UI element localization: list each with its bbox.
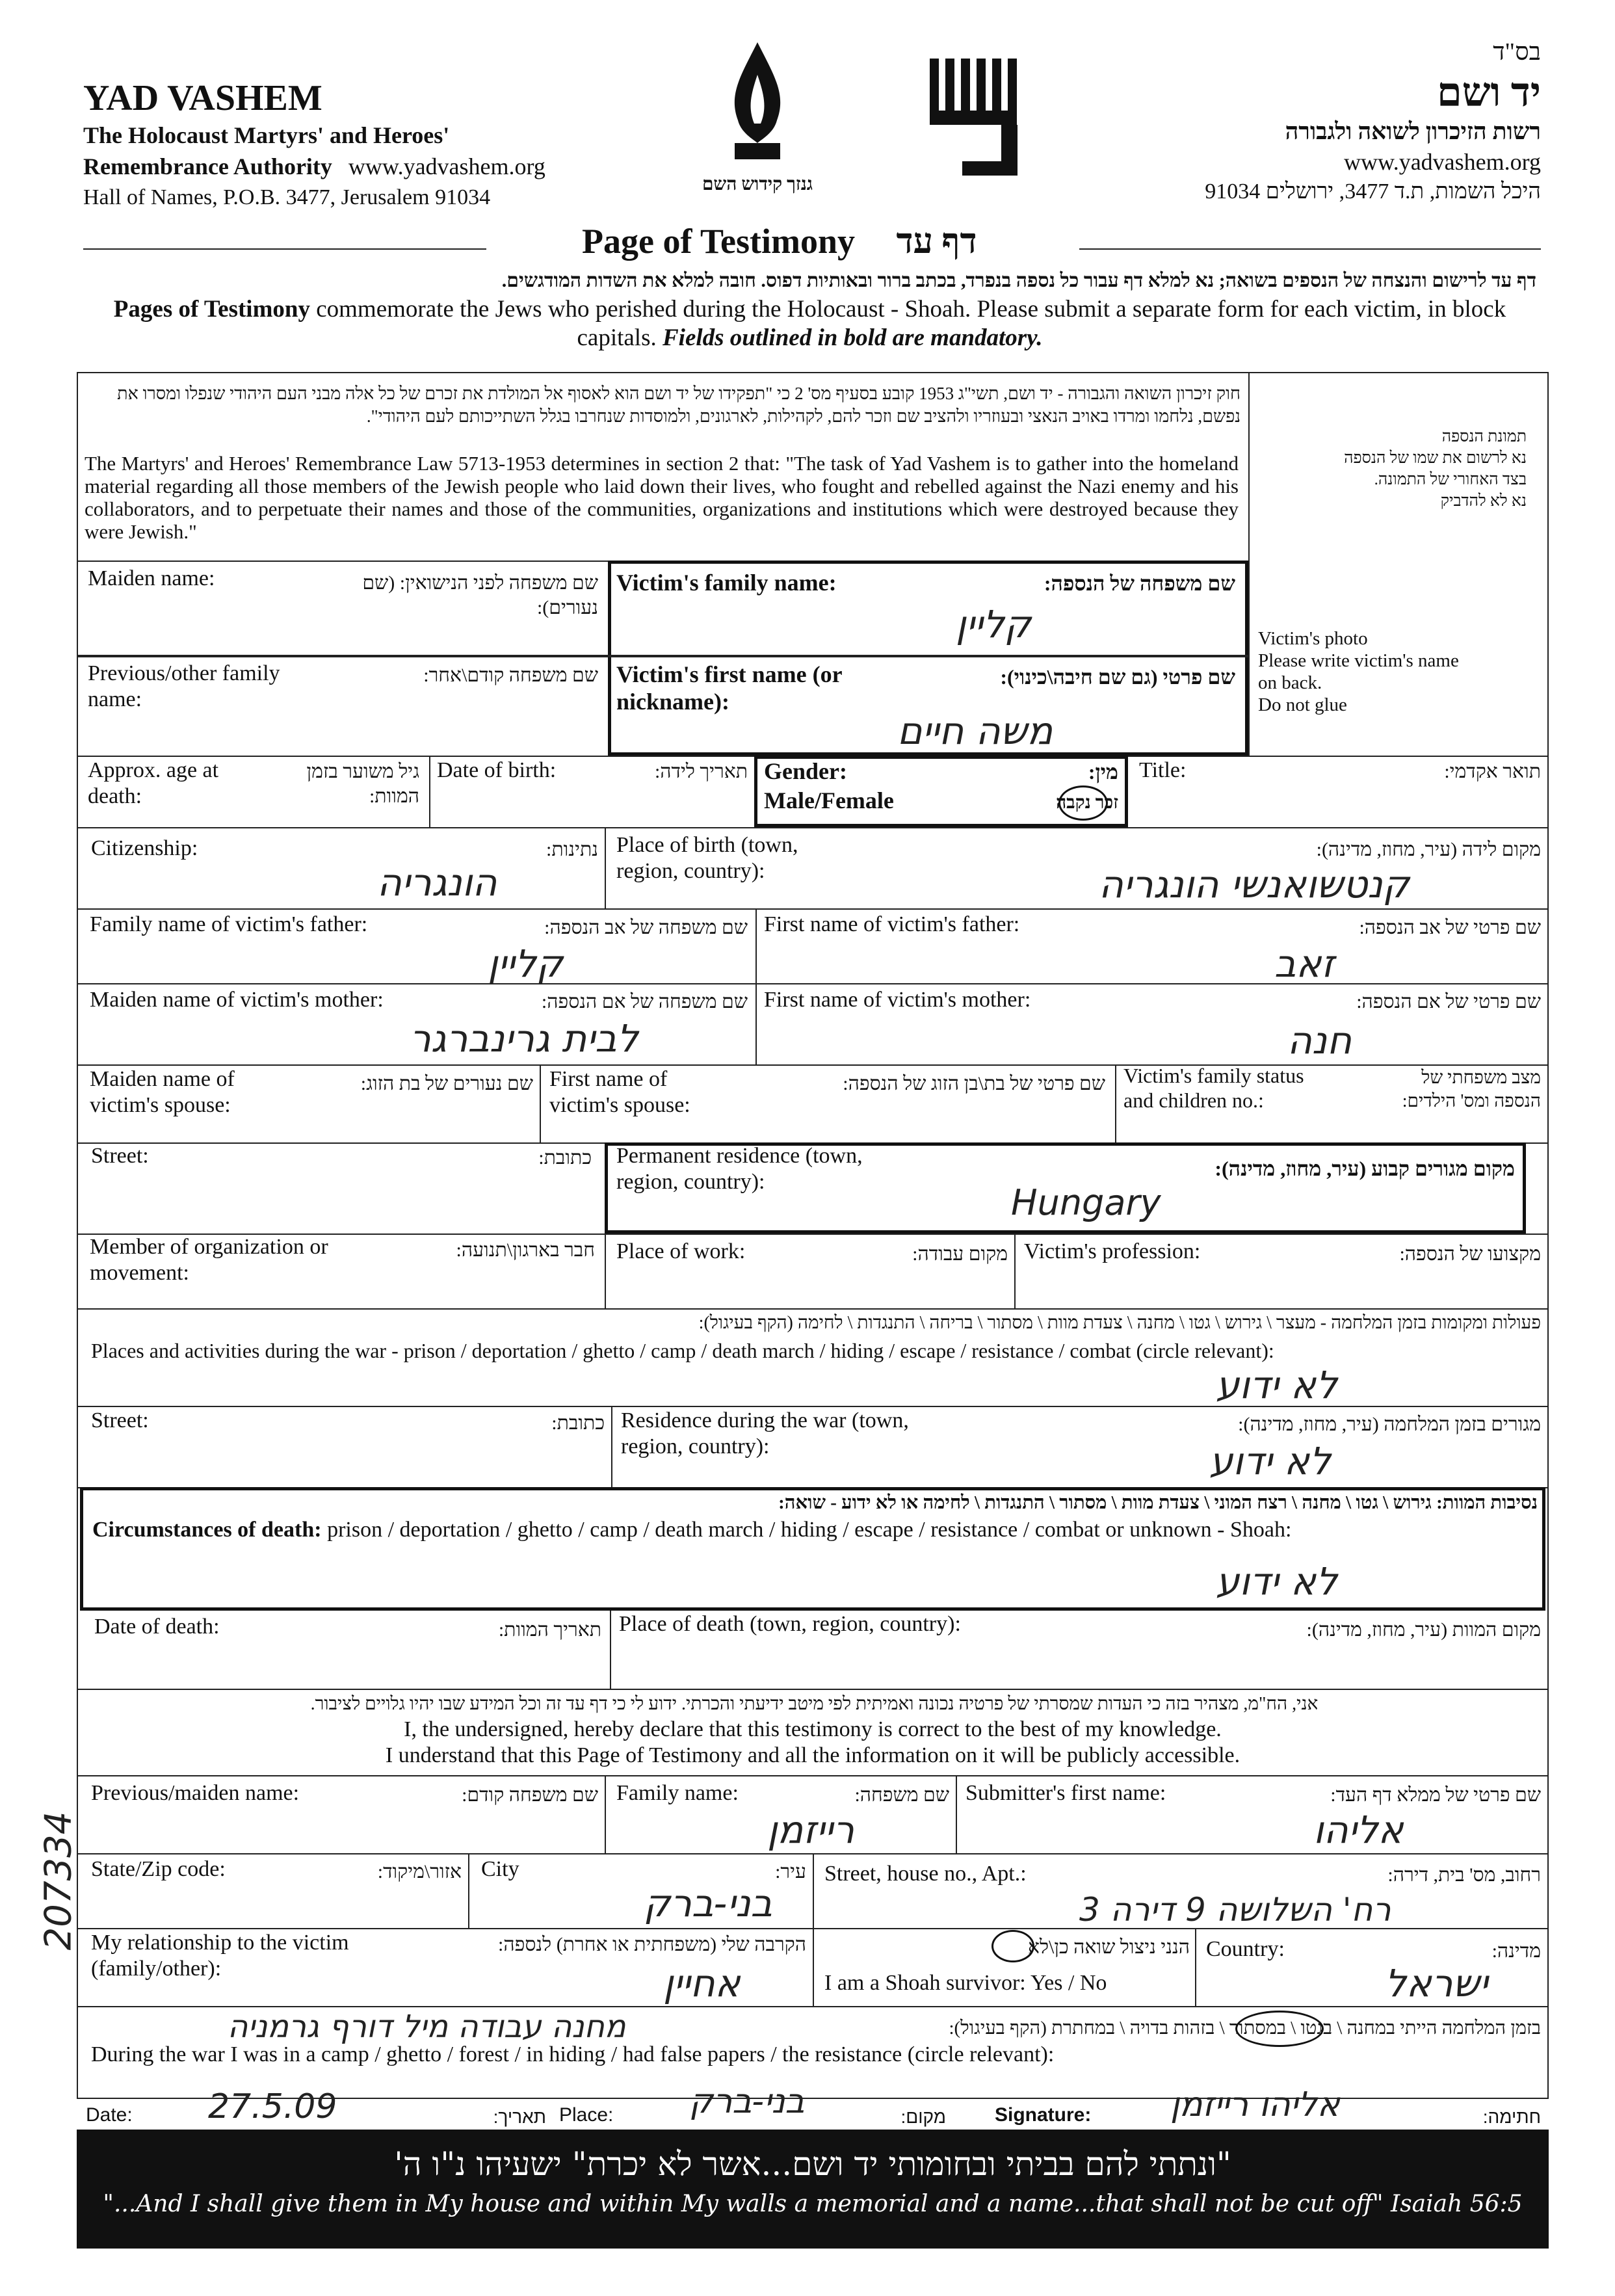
footer-quote-en: "...And I shall give them in My house and within My walls a memorial and a name...that shall not be cut off" Isaiah 56:5: [103, 2191, 1523, 2217]
spouse-maiden-label: Maiden name of victim's spouse:: [90, 1067, 235, 1117]
gender-options-he: זכר נקבה: [1056, 793, 1118, 813]
col-line: [956, 1775, 957, 1853]
law-hebrew: חוק זיכרון השואה והגבורה - יד ושם, תשי"ג 1953 קובע בסעיף מס' 2 כי "תפקידו של יד ושם הוא לאסוף אל המולדת את זכרם של כל אלה מבני העם היהודי שנפלו ומסרו את נפשם, נלחמו ומרדו באויב הנאצי ובעוזריו ולהציב שם וזכר להם, לקהילות, לארגונים, ולמוסדות שנחרבו בגלל השתייכותם לעם היהודי".: [117, 384, 1241, 426]
death-date-he: תאריך המוות:: [498, 1619, 601, 1641]
col-line: [1195, 1928, 1196, 2006]
birthplace-value[interactable]: קנטשואנשי הונגריה: [1099, 862, 1410, 906]
row-line: [77, 1775, 1549, 1776]
submitter-prev-he: שם משפחה קודם:: [462, 1784, 598, 1806]
bsd-mark: בס"ד: [1493, 38, 1541, 66]
age-label: Approx. age at death:: [88, 758, 219, 808]
father-first-label: First name of victim's father:: [764, 912, 1020, 936]
title-label: Title:: [1139, 758, 1187, 782]
zip-label: State/Zip code:: [91, 1857, 226, 1881]
profession-he: מקצועו של הנספה:: [1399, 1243, 1541, 1265]
age-he: גיל משוער בזמן המוות:: [306, 761, 419, 807]
residence-value[interactable]: Hungary: [1011, 1182, 1161, 1223]
workplace-label: Place of work:: [616, 1239, 746, 1263]
intro-hebrew: דף עד לרישום והנצחה של הנספים בשואה; נא למלא דף עבור כל נספה בנפרד, בכתב ברור ובאותיות דפוס. חובה למלא את השדות המודגשים.: [501, 270, 1536, 291]
header-right: [1040, 34, 1541, 207]
submitter-family-value[interactable]: רייזמן: [767, 1808, 854, 1852]
col-line: [605, 1775, 606, 1853]
gender-male-circle: [1058, 785, 1108, 821]
relationship-label: My relationship to the victim (family/other):: [91, 1931, 349, 1981]
activities-label: Places and activities during the war - prison / deportation / ghetto / camp / death march / hiding / escape / resistance / combat (circle relevant):: [91, 1339, 1274, 1362]
sub-street-label: Street, house no., Apt.:: [824, 1862, 1027, 1886]
org-line1-he: רשות הזיכרון לשואה ולגבורה: [1285, 118, 1541, 144]
street-label: Street:: [91, 1144, 149, 1168]
spouse-maiden-he: שם נעורים של בת הזוג:: [360, 1073, 533, 1094]
profession-label: Victim's profession:: [1024, 1239, 1201, 1263]
title-rule-right: [1079, 248, 1541, 250]
activities-he: פעולות ומקומות בזמן המלחמה - מעצר \ גירוש \ גטו \ מחנה \ צעדת מוות \ מסתור \ בריחה \ התנגדות \ לחימה (הקף בעיגול):: [698, 1313, 1541, 1333]
col-line: [429, 756, 430, 827]
org-address-he: היכל השמות, ת.ד 3477, ירושלים 91034: [1205, 179, 1541, 204]
war-residence-he: מגורים בזמן המלחמה (עיר, מחוז, מדינה):: [1238, 1414, 1541, 1435]
footer-banner: [77, 2130, 1549, 2249]
spouse-first-he: שם פרטי של בת\בן הזוג של הנספה:: [843, 1073, 1105, 1094]
death-circ-value[interactable]: לא ידוע: [1216, 1559, 1337, 1603]
declaration-he: אני, הח"מ, מצהיר בזה כי העדות שמסרתי של פרטיה נכונה ואמיתית לפי מיטב ידיעתי והכרתי. ידוע לי כי דף עד זה וכל המידע שבו יהיו גלויים לציבור.: [310, 1694, 1319, 1714]
signature-he: חתימה:: [1482, 2107, 1541, 2127]
gender-he: מין:: [1088, 760, 1118, 784]
menorah-logo: [923, 52, 1034, 189]
emblem-flame: [715, 36, 800, 166]
submitter-first-label: Submitter's first name:: [965, 1781, 1166, 1805]
submitter-first-he: שם פרטי של ממלא דף העד:: [1330, 1784, 1541, 1806]
col-line: [605, 1234, 606, 1308]
father-family-value[interactable]: קליין: [488, 942, 563, 986]
spouse-first-label: First name of victim's spouse:: [549, 1067, 690, 1117]
date-label: Date:: [86, 2104, 133, 2126]
emblem-caption: גנזך קידוש השם: [702, 174, 813, 194]
mother-maiden-label: Maiden name of victim's mother:: [90, 988, 384, 1012]
law-english: The Martyrs' and Heroes' Remembrance Law 5713-1953 determines in section 2 that: "The task of Yad Vashem is to gather into the homeland material regarding all those members of the Jewish people who laid down their lives, who fought and rebelled against the Nazi enemy and his collaborators, and to perpetuate their names and those of the communities, organizations and institutions which were destroyed because they were Jewish.": [85, 452, 1239, 543]
margin-note: 207334: [37, 1811, 80, 1951]
family-name-value[interactable]: קליין: [956, 602, 1031, 646]
birthplace-he: מקום לידה (עיר, מחוז, מדינה):: [1316, 839, 1541, 860]
place-label: Place:: [559, 2104, 614, 2126]
death-place-he: מקום המוות (עיר, מחוז, מדינה):: [1306, 1619, 1541, 1641]
signature-label: Signature:: [995, 2104, 1092, 2126]
header-left: [83, 77, 668, 213]
maiden-name-he: שם משפחה לפני הנישואין: (שם נעורים):: [362, 572, 598, 618]
org-website: www.yadvashem.org: [348, 153, 545, 179]
org-title: YAD VASHEM: [83, 78, 322, 118]
org-line2: Remembrance Authority: [83, 153, 332, 179]
war-place-he: בזמן המלחמה הייתי במחנה \ בגטו \ במסתור \ בזהות בדויה \ במחתרת (הקף בעיגול):: [949, 2018, 1541, 2039]
activities-value[interactable]: לא ידוע: [1216, 1363, 1337, 1407]
father-family-label: Family name of victim's father:: [90, 912, 368, 936]
mother-maiden-he: שם משפחה של אם הנספה:: [541, 991, 748, 1012]
death-date-label: Date of death:: [94, 1615, 220, 1639]
first-name-he: שם פרטי (גם שם חיבה\כינוי):: [1000, 665, 1235, 689]
war-residence-label: Residence during the war (town, region, country):: [621, 1408, 909, 1458]
col-line: [755, 908, 757, 1064]
signature-value[interactable]: אליהו רייזמן: [1170, 2085, 1340, 2124]
father-family-he: שם משפחה של אב הנספה:: [544, 917, 748, 938]
submitter-family-label: Family name:: [616, 1781, 739, 1805]
war-place-value[interactable]: מחנה עבודה מיל דורף גרמניה: [228, 2009, 626, 2045]
relationship-value[interactable]: אחיין: [663, 1961, 741, 2005]
photo-english: Victim's photo Please write victim's name on back. Do not glue: [1258, 628, 1459, 715]
city-value[interactable]: בני-ברק: [644, 1881, 773, 1925]
row-line: [77, 1308, 1549, 1310]
org-title-he: יד ושם: [1436, 71, 1541, 115]
col-line: [610, 1611, 611, 1689]
row-line: [77, 908, 1549, 910]
col-line: [813, 1928, 814, 2006]
submitter-prev-label: Previous/maiden name:: [91, 1781, 300, 1805]
gender-label-2: Male/Female: [764, 787, 894, 813]
mother-maiden-value[interactable]: לבית גרינברגר: [410, 1016, 638, 1061]
gender-label: Gender:: [764, 758, 847, 784]
mother-first-value[interactable]: חנה: [1287, 1018, 1352, 1062]
war-street-he: כתובת:: [551, 1412, 605, 1434]
workplace-he: מקום עבודה:: [912, 1243, 1008, 1265]
father-first-he: שם פרטי של אב הנספה:: [1359, 917, 1541, 938]
death-circ-label: Circumstances of death: prison / deportation / ghetto / camp / death march / hiding / escape / resistance / combat or unknown - Shoah:: [92, 1518, 1292, 1542]
city-he: עיר:: [775, 1861, 806, 1882]
row-line: [77, 655, 1248, 657]
street-he: כתובת:: [538, 1147, 592, 1168]
declaration-en-1: I, the undersigned, hereby declare that this testimony is correct to the best of my knowledge.: [404, 1717, 1222, 1741]
citizenship-value[interactable]: הונגריה: [377, 860, 497, 904]
organization-label: Member of organization or movement:: [90, 1235, 328, 1285]
form-title: Page of Testimony דף עד: [582, 222, 977, 261]
first-name-label: Victim's first name (or nickname):: [616, 661, 842, 715]
col-line: [605, 827, 606, 908]
family-status-label: Victim's family status and children no.:: [1123, 1064, 1304, 1112]
citizenship-label: Citizenship:: [91, 836, 198, 860]
birthplace-label: Place of birth (town, region, country):: [616, 833, 798, 883]
country-he: מדינה:: [1491, 1940, 1541, 1962]
first-name-value[interactable]: משה חיים: [897, 709, 1053, 753]
city-label: City: [481, 1857, 519, 1881]
residence-label: Permanent residence (town, region, country):: [616, 1144, 863, 1194]
col-line: [1115, 1064, 1116, 1142]
col-line: [813, 1853, 814, 1928]
date-he: תאריך:: [493, 2107, 546, 2127]
residence-he: מקום מגורים קבוע (עיר, מחוז, מדינה):: [1215, 1157, 1515, 1180]
date-value[interactable]: 27.5.09: [208, 2087, 337, 2126]
photo-hebrew: תמונת הנספה נא לרשום את שמו של הנספה בצד האחורי של התמונה. נא לא להדביק: [1344, 428, 1527, 510]
mother-first-label: First name of victim's mother:: [764, 988, 1031, 1012]
intro-english: Pages of Testimony commemorate the Jews who perished during the Holocaust - Shoah. Please submit a separate form for each victim, in block capitals. Fields outlined in bold are mandatory.: [113, 296, 1506, 351]
title-rule-left: [83, 248, 486, 250]
previous-name-label: Previous/other family name:: [88, 661, 280, 711]
death-place-label: Place of death (town, region, country):: [619, 1612, 961, 1636]
family-status-he: מצב משפחתי של הנספה ומס' הילדים:: [1402, 1068, 1541, 1111]
sub-street-he: רחוב, מס' בית, דירה:: [1387, 1864, 1541, 1886]
war-residence-value[interactable]: לא ידוע: [1209, 1439, 1331, 1483]
war-street-label: Street:: [91, 1408, 149, 1432]
submitter-first-value[interactable]: אליהו: [1313, 1808, 1404, 1852]
title-he: תואר אקדמי:: [1444, 761, 1541, 782]
col-line: [468, 1853, 469, 1928]
col-line: [1014, 1234, 1016, 1308]
survivor-yes-circle: [991, 1930, 1034, 1962]
previous-name-he: שם משפחה קודם\אחר:: [423, 665, 598, 686]
dob-he: תאריך לידה:: [654, 761, 748, 782]
org-line1: The Holocaust Martyrs' and Heroes': [83, 122, 450, 148]
row-line: [77, 827, 1549, 828]
col-line: [540, 1064, 541, 1142]
citizenship-he: נתינות:: [546, 839, 598, 860]
org-address: Hall of Names, P.O.B. 3477, Jerusalem 91034: [83, 185, 491, 209]
death-circ-he: נסיבות המוות: גירוש \ גטו \ מחנה \ רצח המוני \ צעדת מוות \ מסתור \ התנגדות \ לחימה או לא ידוע - שואה:: [778, 1492, 1538, 1513]
declaration-en-2: I understand that this Page of Testimony and all the information on it will be publicly accessible.: [385, 1743, 1241, 1767]
place-value[interactable]: בני-ברק: [689, 2082, 805, 2121]
col-line: [611, 1406, 612, 1487]
father-first-value[interactable]: זאב: [1274, 942, 1335, 986]
footer-quote-he: "ונתתי להם בביתי ובחומותי יד ושם...אשר לא יכרת" ישעיהו נ"ו ה': [394, 2145, 1231, 2183]
dob-label: Date of birth:: [437, 758, 557, 782]
country-value[interactable]: ישראל: [1385, 1961, 1488, 2005]
zip-he: אזור\מיקוד:: [377, 1861, 462, 1882]
survivor-label: I am a Shoah survivor: Yes / No: [824, 1971, 1107, 1995]
org-website-he: www.yadvashem.org: [1344, 149, 1541, 175]
family-name-he: שם משפחה של הנספה:: [1044, 572, 1235, 595]
row-line: [77, 1689, 1549, 1690]
row-line: [77, 1064, 1549, 1066]
war-place-label: During the war I was in a camp / ghetto / forest / in hiding / had false papers / the resistance (circle relevant):: [91, 2042, 1055, 2066]
maiden-name-label: Maiden name:: [88, 566, 215, 590]
photo-divider: [1248, 372, 1250, 756]
organization-he: חבר בארגון\תנועה:: [456, 1239, 595, 1261]
mother-first-he: שם פרטי של אם הנספה:: [1356, 991, 1541, 1012]
sub-street-value[interactable]: רח' השלושה 9 דירה 3: [1079, 1891, 1391, 1929]
family-name-label: Victim's family name:: [616, 570, 837, 596]
country-label: Country:: [1206, 1937, 1285, 1961]
submitter-family-he: שם משפחה:: [854, 1784, 949, 1806]
relationship-he: הקרבה שלי (משפחתית או אחרת) לנספה:: [498, 1934, 806, 1955]
survivor-he: הנני ניצול שואה כן\לא: [1027, 1936, 1190, 1958]
place-he: מקום:: [900, 2107, 946, 2127]
